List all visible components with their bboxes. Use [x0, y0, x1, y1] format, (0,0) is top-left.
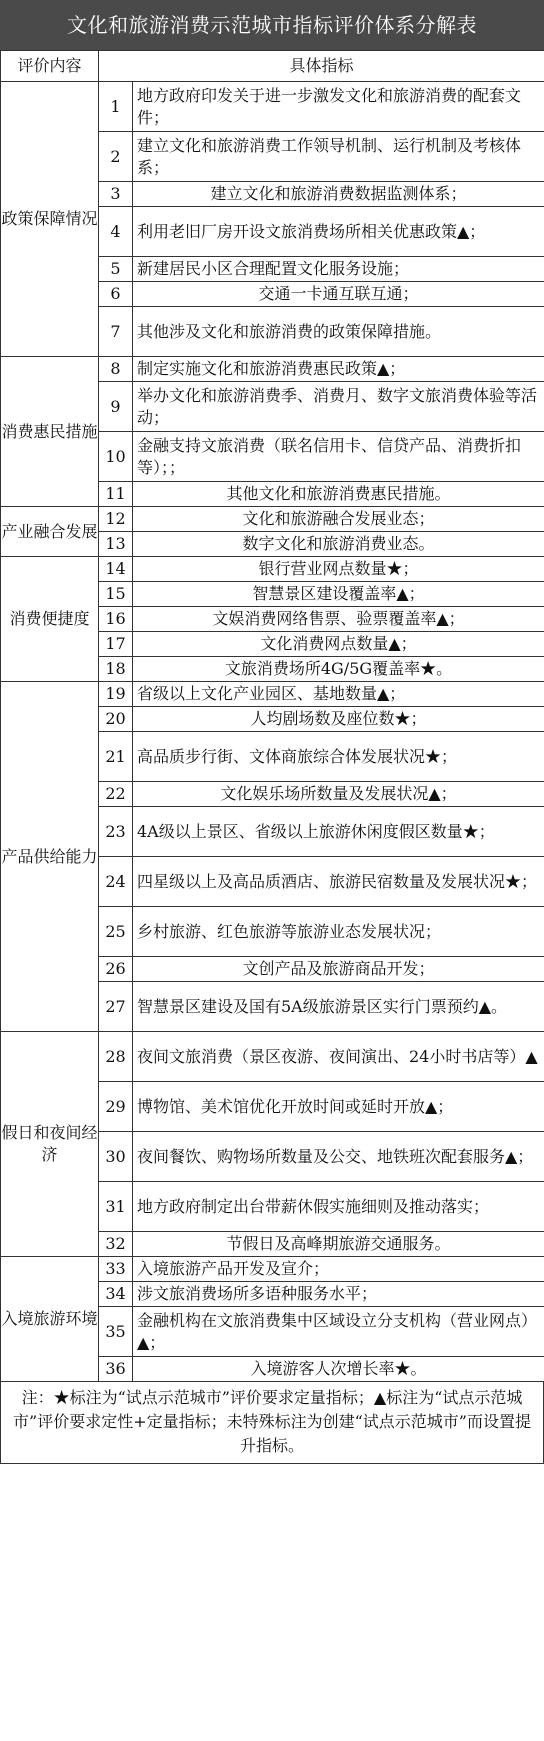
indicator-number: 12: [99, 507, 133, 532]
indicator-number: 33: [99, 1257, 133, 1282]
indicator-number: 10: [99, 432, 133, 482]
indicator-text: 智慧景区建设覆盖率▲；: [133, 582, 544, 607]
indicator-number: 32: [99, 1232, 133, 1257]
indicator-number: 7: [99, 307, 133, 357]
indicator-text: 高品质步行街、文体商旅综合体发展状况★；: [133, 732, 544, 782]
indicator-number: 35: [99, 1307, 133, 1357]
indicator-text: 文化和旅游融合发展业态；: [133, 507, 544, 532]
indicator-text: 银行营业网点数量★；: [133, 557, 544, 582]
table-row: [1, 682, 544, 707]
indicator-text: 举办文化和旅游消费季、消费月、数字文旅消费体验等活动；: [133, 382, 544, 432]
table-row: [1, 1032, 544, 1082]
footnote: 注：★标注为“试点示范城市”评价要求定量指标；▲标注为“试点示范城市”评价要求定性+定量指标；未特殊标注为创建“试点示范城市”而设置提升指标。: [0, 1382, 544, 1464]
indicator-number: 5: [99, 257, 133, 282]
indicator-text: 文娱消费网络售票、验票覆盖率▲；: [133, 607, 544, 632]
indicator-text: 文创产品及旅游商品开发；: [133, 957, 544, 982]
indicator-text: 4A级以上景区、省级以上旅游休闲度假区数量★；: [133, 807, 544, 857]
indicator-text: 地方政府制定出台带薪休假实施细则及推动落实；: [133, 1182, 544, 1232]
category-cell: 入境旅游环境: [1, 1257, 99, 1382]
indicator-text: 建立文化和旅游消费数据监测体系；: [133, 182, 544, 207]
indicator-number: 2: [99, 132, 133, 182]
category-cell: 消费便捷度: [1, 557, 99, 682]
indicator-text: 其他文化和旅游消费惠民措施。: [133, 482, 544, 507]
indicator-number: 3: [99, 182, 133, 207]
page-title: 文化和旅游消费示范城市指标评价体系分解表: [0, 0, 544, 50]
indicator-number: 6: [99, 282, 133, 307]
table-row: [1, 557, 544, 582]
indicator-number: 19: [99, 682, 133, 707]
indicator-text: 新建居民小区合理配置文化服务设施；: [133, 257, 544, 282]
indicator-text: 入境旅游产品开发及宣介；: [133, 1257, 544, 1282]
indicator-text: 建立文化和旅游消费工作领导机制、运行机制及考核体系；: [133, 132, 544, 182]
indicator-number: 17: [99, 632, 133, 657]
indicator-number: 14: [99, 557, 133, 582]
indicator-number: 8: [99, 357, 133, 382]
indicator-number: 36: [99, 1357, 133, 1382]
indicator-number: 4: [99, 207, 133, 257]
table-row: [1, 507, 544, 532]
indicator-number: 27: [99, 982, 133, 1032]
indicator-text: 省级以上文化产业园区、基地数量▲；: [133, 682, 544, 707]
indicator-number: 20: [99, 707, 133, 732]
indicator-number: 26: [99, 957, 133, 982]
indicator-text: 金融机构在文旅消费集中区域设立分支机构（营业网点）▲；: [133, 1307, 544, 1357]
header-row: [1, 51, 544, 82]
indicator-number: 28: [99, 1032, 133, 1082]
indicator-text: 人均剧场数及座位数★；: [133, 707, 544, 732]
indicator-text: 涉文旅消费场所多语种服务水平；: [133, 1282, 544, 1307]
indicator-number: 13: [99, 532, 133, 557]
table-row: [1, 1257, 544, 1282]
indicator-number: 9: [99, 382, 133, 432]
indicator-text: 制定实施文化和旅游消费惠民政策▲；: [133, 357, 544, 382]
indicator-number: 16: [99, 607, 133, 632]
indicator-text: 金融支持文旅消费（联名信用卡、信贷产品、消费折扣等）；；: [133, 432, 544, 482]
indicator-number: 34: [99, 1282, 133, 1307]
indicator-text: 四星级以上及高品质酒店、旅游民宿数量及发展状况★；: [133, 857, 544, 907]
indicator-text: 文旅消费场所4G/5G覆盖率★。: [133, 657, 544, 682]
indicator-text: 地方政府印发关于进一步激发文化和旅游消费的配套文件；: [133, 82, 544, 132]
category-cell: 政策保障情况: [1, 82, 99, 357]
indicator-number: 29: [99, 1082, 133, 1132]
indicator-table: [0, 50, 544, 1382]
indicator-text: 夜间餐饮、购物场所数量及公交、地铁班次配套服务▲；: [133, 1132, 544, 1182]
category-cell: 假日和夜间经济: [1, 1032, 99, 1257]
indicator-text: 文化娱乐场所数量及发展状况▲；: [133, 782, 544, 807]
table-row: [1, 82, 544, 132]
category-cell: 产业融合发展: [1, 507, 99, 557]
indicator-text: 入境游客人次增长率★。: [133, 1357, 544, 1382]
indicator-number: 18: [99, 657, 133, 682]
indicator-number: 1: [99, 82, 133, 132]
indicator-text: 利用老旧厂房开设文旅消费场所相关优惠政策▲；: [133, 207, 544, 257]
indicator-number: 23: [99, 807, 133, 857]
indicator-number: 21: [99, 732, 133, 782]
indicator-number: 30: [99, 1132, 133, 1182]
indicator-text: 节假日及高峰期旅游交通服务。: [133, 1232, 544, 1257]
indicator-number: 22: [99, 782, 133, 807]
category-cell: 消费惠民措施: [1, 357, 99, 507]
category-header: 评价内容: [1, 51, 99, 82]
indicator-number: 15: [99, 582, 133, 607]
category-cell: 产品供给能力: [1, 682, 99, 1032]
table-body: [1, 82, 544, 1382]
indicator-text: 博物馆、美术馆优化开放时间或延时开放▲；: [133, 1082, 544, 1132]
indicator-header: 具体指标: [99, 51, 544, 82]
indicator-number: 11: [99, 482, 133, 507]
indicator-number: 31: [99, 1182, 133, 1232]
indicator-text: 乡村旅游、红色旅游等旅游业态发展状况；: [133, 907, 544, 957]
indicator-number: 24: [99, 857, 133, 907]
indicator-number: 25: [99, 907, 133, 957]
indicator-text: 交通一卡通互联互通；: [133, 282, 544, 307]
table-row: [1, 357, 544, 382]
indicator-text: 智慧景区建设及国有5A级旅游景区实行门票预约▲。: [133, 982, 544, 1032]
indicator-text: 夜间文旅消费（景区夜游、夜间演出、24小时书店等）▲: [133, 1032, 544, 1082]
indicator-text: 文化消费网点数量▲；: [133, 632, 544, 657]
indicator-text: 其他涉及文化和旅游消费的政策保障措施。: [133, 307, 544, 357]
indicator-text: 数字文化和旅游消费业态。: [133, 532, 544, 557]
